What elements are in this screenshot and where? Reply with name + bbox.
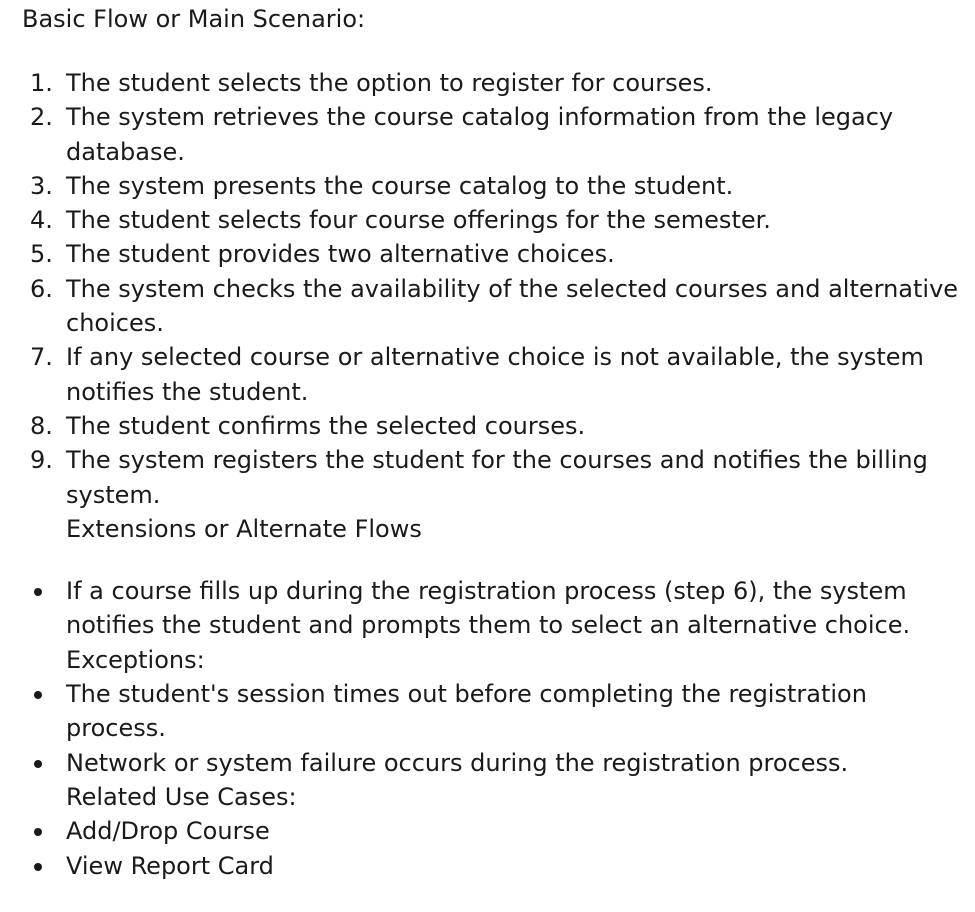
related-text: View Report Card xyxy=(66,851,274,880)
step-number: 3. xyxy=(30,171,53,200)
step-item-4 xyxy=(0,203,975,237)
step-text: The system checks the availability of the selected courses and alternative choices. xyxy=(66,274,959,338)
bullet-icon xyxy=(34,828,42,836)
step-text: If any selected course or alternative choice is not available, the system notifies the student. xyxy=(66,343,924,406)
step-item-5 xyxy=(0,237,975,271)
step-text: The student selects the option to register for courses. xyxy=(66,69,713,97)
basic-flow-heading: Basic Flow or Main Scenario: xyxy=(22,5,366,33)
bullet-icon xyxy=(34,760,42,768)
step-number: 2. xyxy=(30,103,53,132)
step-text: The student provides two alternative choices. xyxy=(66,240,615,269)
step-number: 4. xyxy=(30,206,53,235)
exception-text: The student's session times out before completing the registration process. xyxy=(66,680,867,743)
related-use-cases-heading: Related Use Cases: xyxy=(66,782,297,811)
related-use-cases-list xyxy=(0,814,975,883)
extensions-heading: Extensions or Alternate Flows xyxy=(66,514,422,543)
step-item-1 xyxy=(0,66,975,100)
step-text: The system registers the student for the courses and notifies the billing system. xyxy=(66,446,928,509)
step-number: 9. xyxy=(30,446,53,475)
step-item-6 xyxy=(0,272,975,341)
step-number: 6. xyxy=(30,274,53,303)
exception-item xyxy=(0,677,975,746)
exceptions-heading: Exceptions: xyxy=(66,645,205,674)
step-text: The system retrieves the course catalog information from the legacy database. xyxy=(66,103,894,166)
extension-item xyxy=(0,574,975,643)
related-item xyxy=(0,814,975,848)
step-text: The system presents the course catalog to the student. xyxy=(66,171,734,200)
basic-flow-steps xyxy=(0,66,975,512)
bullet-icon xyxy=(34,588,42,596)
extension-text: If a course fills up during the registration process (step 6), the system notifies the student and prompts them to select an alternative choice. xyxy=(66,577,911,640)
exceptions-list xyxy=(0,677,975,780)
step-item-3 xyxy=(0,169,975,203)
spacer xyxy=(0,36,975,66)
bullet-icon xyxy=(34,691,42,699)
related-item xyxy=(0,849,975,883)
step-text: The student confirms the selected courses. xyxy=(66,411,586,440)
step-item-2 xyxy=(0,100,975,169)
step-number: 1. xyxy=(30,69,53,97)
step-number: 8. xyxy=(30,411,53,440)
exception-item xyxy=(0,746,975,780)
step-item-7 xyxy=(0,340,975,409)
related-text: Add/Drop Course xyxy=(66,817,270,846)
step-item-9 xyxy=(0,443,975,512)
extensions-list xyxy=(0,574,975,643)
step-item-8 xyxy=(0,409,975,443)
bullet-icon xyxy=(34,863,42,871)
step-text: The student selects four course offerings for the semester. xyxy=(66,206,771,235)
step-number: 7. xyxy=(30,343,53,372)
step-number: 5. xyxy=(30,240,53,269)
exception-text: Network or system failure occurs during the registration process. xyxy=(66,748,849,777)
spacer xyxy=(0,546,975,574)
